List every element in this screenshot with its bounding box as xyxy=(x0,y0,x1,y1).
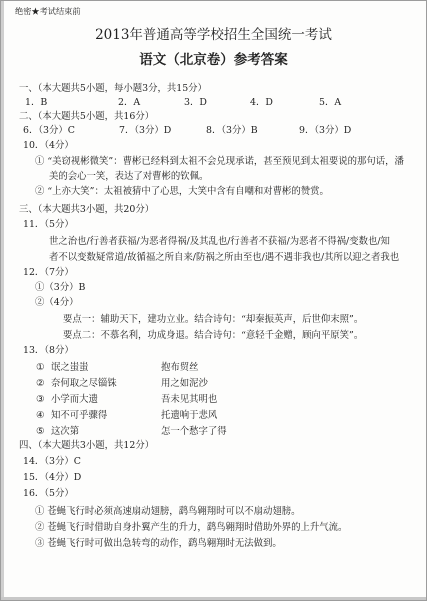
q10-point-2: ② “上亦大笑”：太祖被猜中了心思，大笑中含有自嘲和对曹彬的赞赏。 xyxy=(35,186,329,197)
q13-row-left: 这次第 xyxy=(51,426,80,437)
q12-key-point-1: 要点一：辅助天下，建功立业。结合诗句：“却秦振英声，后世仰末照”。 xyxy=(63,314,364,325)
q13-row-right: 怎一个愁字了得 xyxy=(161,426,227,437)
answer-q5: 5．A xyxy=(319,97,342,108)
q13-row-number: ② xyxy=(36,378,45,389)
q13-row-number: ④ xyxy=(36,410,45,421)
confidential-mark: 绝密★考试结束前 xyxy=(15,6,81,16)
section-heading-2: 二、（本大题共5小题，共16分） xyxy=(19,111,155,122)
q13-row-right: 用之如泥沙 xyxy=(161,378,208,389)
answer-q2: 2．A xyxy=(118,97,141,108)
section-heading-1: 一、（本大题共5小题，每小题3分，共15分） xyxy=(19,83,207,94)
q12-part-2: ②（4分） xyxy=(35,297,79,308)
answer-q14: 14．（3分）C xyxy=(23,456,81,467)
scan-edge-bottom xyxy=(1,597,426,600)
q13-row-left: 小学而大遗 xyxy=(51,394,98,405)
q13-row-left: 氓之蚩蚩 xyxy=(51,362,89,373)
section-heading-3: 三、（本大题共3小题，共20分） xyxy=(19,204,155,215)
answer-q9: 9．（3分）D xyxy=(299,125,352,136)
q13-row-right: 托遗响于悲风 xyxy=(161,410,218,421)
q16-point-3: ③ 苍蝇飞行时可做出急转弯的动作，鹞鸟翱翔时无法做到。 xyxy=(35,538,282,549)
q13-row-left: 奈何取之尽锱铢 xyxy=(51,378,117,389)
q13-label: 13．（8分） xyxy=(23,345,74,356)
q13-row-right: 吾未见其明也 xyxy=(161,394,218,405)
q11-line-1: 世之治也/行善者获福/为恶者得祸/及其乱也/行善者不获福/为恶者不得祸/变数也/知 xyxy=(49,236,390,247)
q13-row-left: 知不可乎骤得 xyxy=(51,410,108,421)
answer-q3: 3．D xyxy=(184,97,207,108)
q16-point-1: ① 苍蝇飞行时必须高速扇动翅膀，鹞鸟翱翔时可以不扇动翅膀。 xyxy=(35,506,301,517)
answer-q4: 4．D xyxy=(250,97,273,108)
q10-point-1-line-2: 美的会心一笑，表达了对曹彬的钦佩。 xyxy=(49,171,209,182)
q11-line-2: 者不以变数疑常道/故循福之所自来/防祸之所由至也/遇不遇非我也/其所以迎之者我也 xyxy=(49,252,400,263)
q13-row-number: ⑤ xyxy=(36,426,45,437)
q13-row-right: 抱布贸丝 xyxy=(161,362,199,373)
scan-edge-left xyxy=(1,1,4,600)
q12-label: 12．（7分） xyxy=(23,267,74,278)
section-heading-4: 四、（本大题共3小题，共12分） xyxy=(19,440,155,451)
answer-q1: 1．B xyxy=(25,97,48,108)
answer-q8: 8．（3分）B xyxy=(206,125,258,136)
q10-point-1-line-1: ① “美窃视彬微笑”：曹彬已经料到太祖不会兑现承诺，甚至预见到太祖要说的那句话，潘 xyxy=(35,156,404,167)
q13-row-number: ① xyxy=(36,362,45,373)
answer-q7: 7．（3分）D xyxy=(119,125,172,136)
exam-title: 2013年普通高等学校招生全国统一考试 xyxy=(95,27,332,43)
q11-label: 11．（5分） xyxy=(23,219,74,230)
q12-part-1: ①（3分）B xyxy=(35,282,86,293)
answer-q6: 6．（3分）C xyxy=(23,125,75,136)
q16-point-2: ② 苍蝇飞行时借助自身扑翼产生的升力，鹞鸟翱翔时借助外界的上升气流。 xyxy=(35,522,348,533)
q10-label: 10．（4分） xyxy=(23,140,74,151)
q13-row-number: ③ xyxy=(36,394,45,405)
answer-key-title: 语文（北京卷）参考答案 xyxy=(139,52,288,68)
q16-label: 16．（5分） xyxy=(23,488,74,499)
q12-key-point-2: 要点二：不慕名利，功成身退。结合诗句：“意轻千金赠，顾向平原笑”。 xyxy=(63,330,364,341)
answer-q15: 15．（4分）D xyxy=(23,472,82,483)
